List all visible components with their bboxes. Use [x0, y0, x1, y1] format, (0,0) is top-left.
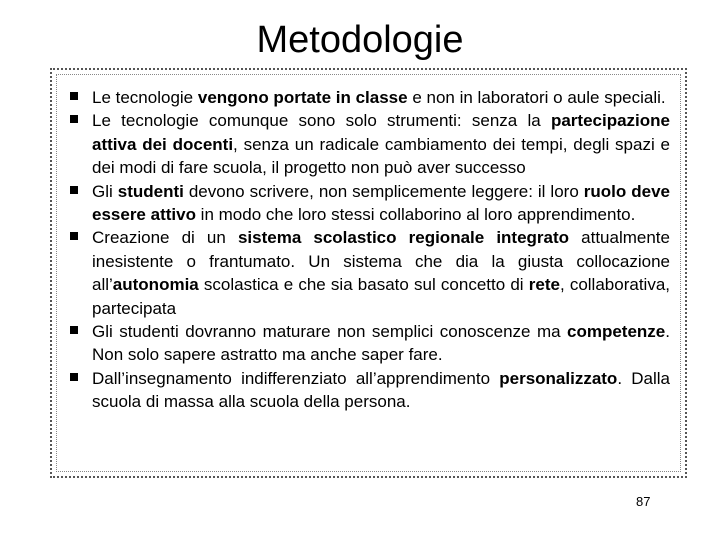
bullet-text: Le tecnologie — [92, 88, 198, 107]
bullet-text-bold: rete — [528, 275, 560, 295]
bullet-text-bold: autonomia — [112, 275, 199, 295]
slide-title: Metodologie — [256, 19, 464, 61]
bullet-item — [92, 180, 670, 227]
bullet-text-bold: studenti — [117, 181, 184, 201]
square-bullet-icon — [70, 326, 78, 334]
bullet-text: Gli studenti dovranno maturare non semplici conoscenze ma — [92, 322, 568, 342]
bullet-text: attualmente inesistente o frantumato. Un sistema che dia la giusta collocazione all’ — [92, 228, 670, 295]
bullet-text: Dall’insegnamento indifferenziato all’apprendimento — [92, 368, 500, 388]
bullet-item — [92, 226, 670, 320]
bullet-text-bold: vengono portate in classe — [197, 88, 408, 107]
bullet-text: e non in laboratori o aule speciali. — [407, 88, 666, 107]
bullet-text: , collaborativa, partecipata — [92, 275, 670, 318]
bullet-text: Creazione di un — [92, 228, 238, 248]
square-bullet-icon — [70, 92, 78, 100]
square-bullet-icon — [70, 232, 78, 240]
bullet-text: , senza un radicale cambiamento dei tempi, degli spazi e dei modi di fare scuola, il progetto non può aver successo — [92, 134, 670, 178]
bullet-text: Le tecnologie comunque sono solo strumenti: senza la — [92, 111, 551, 131]
bullet-list — [92, 86, 670, 414]
bullet-text: in modo che loro stessi collaborino al loro apprendimento. — [195, 205, 636, 225]
bullet-text-bold: ruolo deve essere attivo — [92, 181, 670, 225]
bullet-text: Gli — [92, 181, 118, 201]
bullet-text: . Non solo sapere astratto ma anche saper fare. — [92, 322, 670, 365]
bullet-item — [92, 367, 670, 414]
bullet-item — [92, 109, 670, 179]
bullet-item — [92, 320, 670, 367]
page-number: 87 — [636, 494, 651, 509]
square-bullet-icon — [70, 373, 78, 381]
bullet-text-bold: personalizzato — [499, 368, 618, 388]
bullet-text-bold: competenze — [567, 322, 666, 342]
bullet-text: devono scrivere, non semplicemente leggere: il loro — [183, 181, 584, 201]
bullet-text-bold: partecipazione attiva dei docenti — [92, 111, 670, 154]
bullet-text-bold: sistema scolastico regionale integrato — [237, 228, 570, 248]
bullet-text: scolastica e che sia basato sul concetto di — [198, 275, 529, 295]
square-bullet-icon — [70, 115, 78, 123]
bullet-item — [92, 86, 670, 109]
bullet-text: . Dalla scuola di massa alla scuola della persona. — [92, 368, 671, 412]
square-bullet-icon — [70, 186, 78, 194]
